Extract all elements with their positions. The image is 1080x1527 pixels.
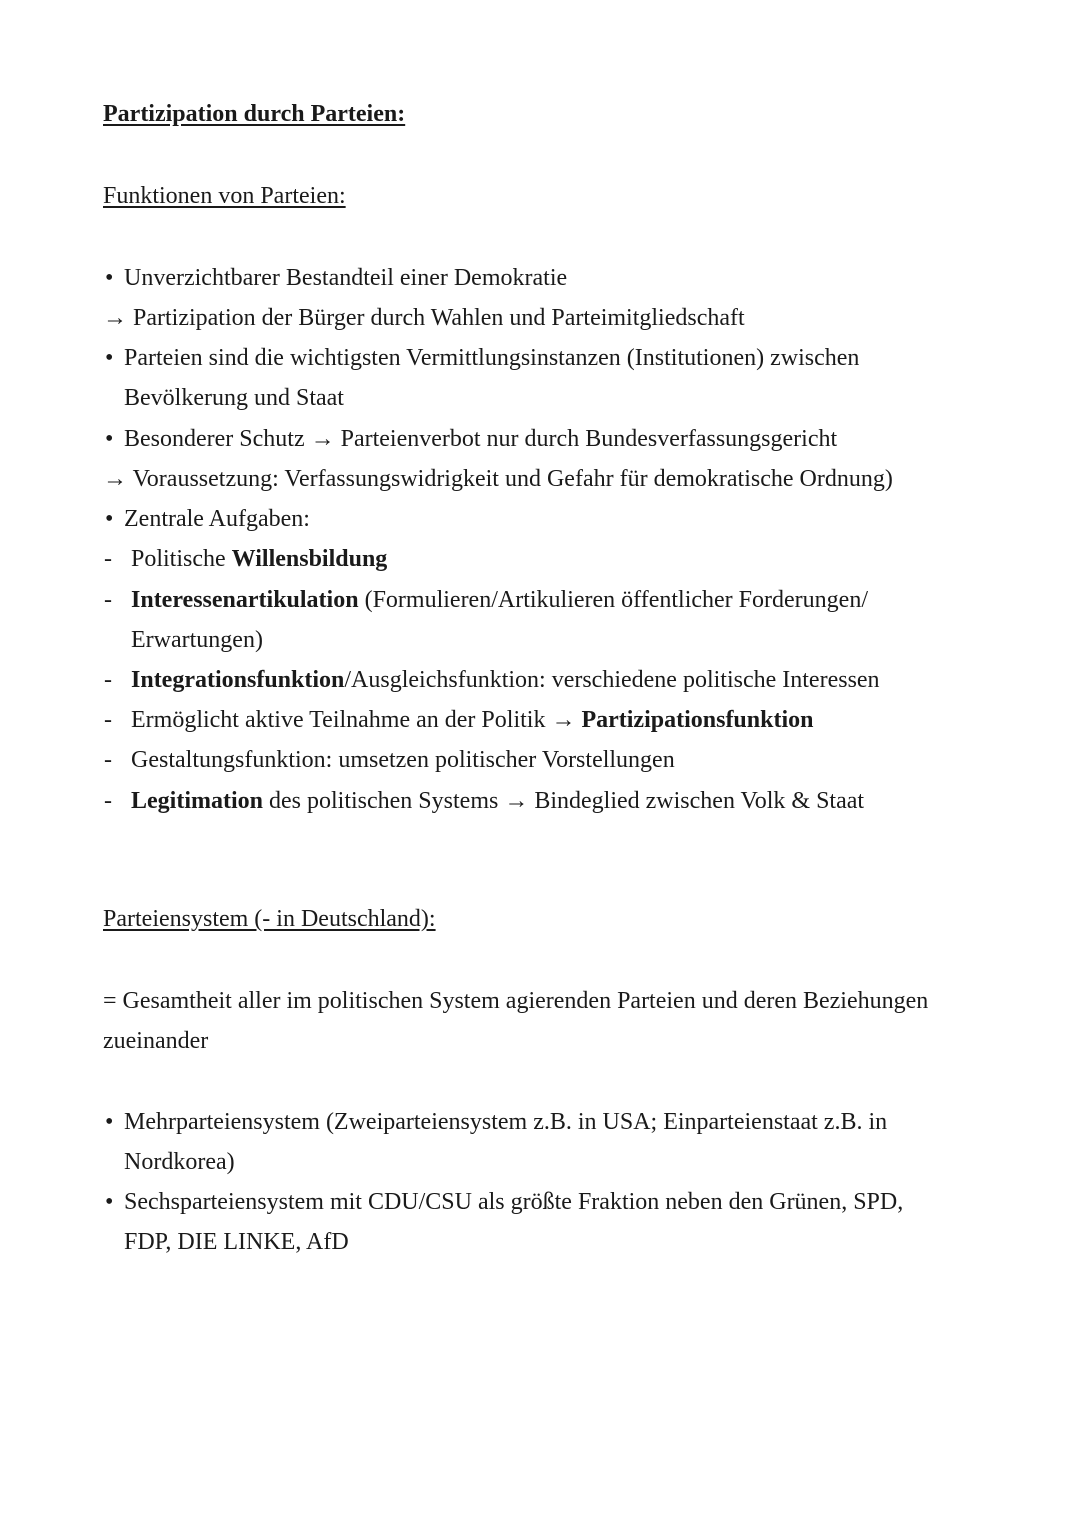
bullet-text: Zentrale Aufgaben:	[124, 506, 310, 532]
definition-text: = Gesamtheit aller im politischen System agierenden Parteien und deren Beziehungen	[103, 988, 929, 1014]
bullet-text-continuation: FDP, DIE LINKE, AfD	[124, 1229, 349, 1255]
bullet-text-continuation: Nordkorea)	[124, 1149, 235, 1175]
arrow-line: → Partizipation der Bürger durch Wahlen und Parteimitgliedschaft	[103, 305, 745, 331]
dash-marker: -	[104, 546, 112, 572]
dash-bold-term: Legitimation	[131, 788, 263, 814]
dash-bold-term: Integrationsfunktion	[131, 667, 345, 693]
dash-item-continuation: Erwartungen)	[131, 627, 263, 653]
bullet-text: Parteien sind die wichtigsten Vermittlungsinstanzen (Institutionen) zwischen	[124, 345, 860, 371]
dash-item	[131, 586, 868, 614]
bullet-text: Sechsparteiensystem mit CDU/CSU als größte Fraktion neben den Grünen, SPD,	[124, 1189, 904, 1215]
dash-marker: -	[104, 788, 112, 814]
dash-item	[131, 706, 813, 734]
dash-item	[131, 787, 864, 815]
definition-text-continuation: zueinander	[103, 1028, 209, 1054]
dash-text: Politische	[131, 546, 232, 572]
dash-bold-term: Partizipationsfunktion	[581, 707, 814, 733]
bullet-marker: •	[105, 345, 114, 371]
bullet-text-continuation: Bevölkerung und Staat	[124, 385, 344, 411]
bullet-marker: •	[105, 426, 114, 452]
dash-marker: -	[104, 667, 112, 693]
dash-marker: -	[104, 747, 112, 773]
dash-marker: -	[104, 587, 112, 613]
dash-text: Ermöglicht aktive Teilnahme an der Politik →	[131, 707, 582, 733]
bullet-marker: •	[105, 506, 114, 532]
bullet-text: Unverzichtbarer Bestandteil einer Demokratie	[124, 265, 568, 291]
bullet-marker: •	[105, 265, 114, 291]
dash-bold-term: Interessenartikulation	[131, 587, 359, 613]
section-heading-functions: Funktionen von Parteien:	[103, 183, 346, 209]
bullet-text: Mehrparteiensystem (Zweiparteiensystem z.B. in USA; Einparteienstaat z.B. in	[124, 1109, 888, 1135]
dash-bold-term: Willensbildung	[231, 546, 388, 572]
dash-item	[131, 666, 880, 694]
page-title: Partizipation durch Parteien:	[103, 101, 406, 127]
bullet-marker: •	[105, 1109, 114, 1135]
dash-text: /Ausgleichsfunktion: verschiedene politische Interessen	[344, 667, 880, 693]
bullet-marker: •	[105, 1189, 114, 1215]
dash-text: (Formulieren/Artikulieren öffentlicher Forderungen/	[358, 587, 868, 613]
dash-marker: -	[104, 707, 112, 733]
arrow-line: → Voraussetzung: Verfassungswidrigkeit und Gefahr für demokratische Ordnung)	[103, 466, 893, 492]
bullet-text: Besonderer Schutz → Parteienverbot nur durch Bundesverfassungsgericht	[124, 426, 838, 452]
section-heading-party-system: Parteiensystem (- in Deutschland):	[103, 906, 436, 932]
dash-item	[131, 545, 387, 573]
dash-text: des politischen Systems → Bindeglied zwischen Volk & Staat	[263, 788, 865, 814]
dash-item: Gestaltungsfunktion: umsetzen politischer Vorstellungen	[131, 747, 675, 773]
